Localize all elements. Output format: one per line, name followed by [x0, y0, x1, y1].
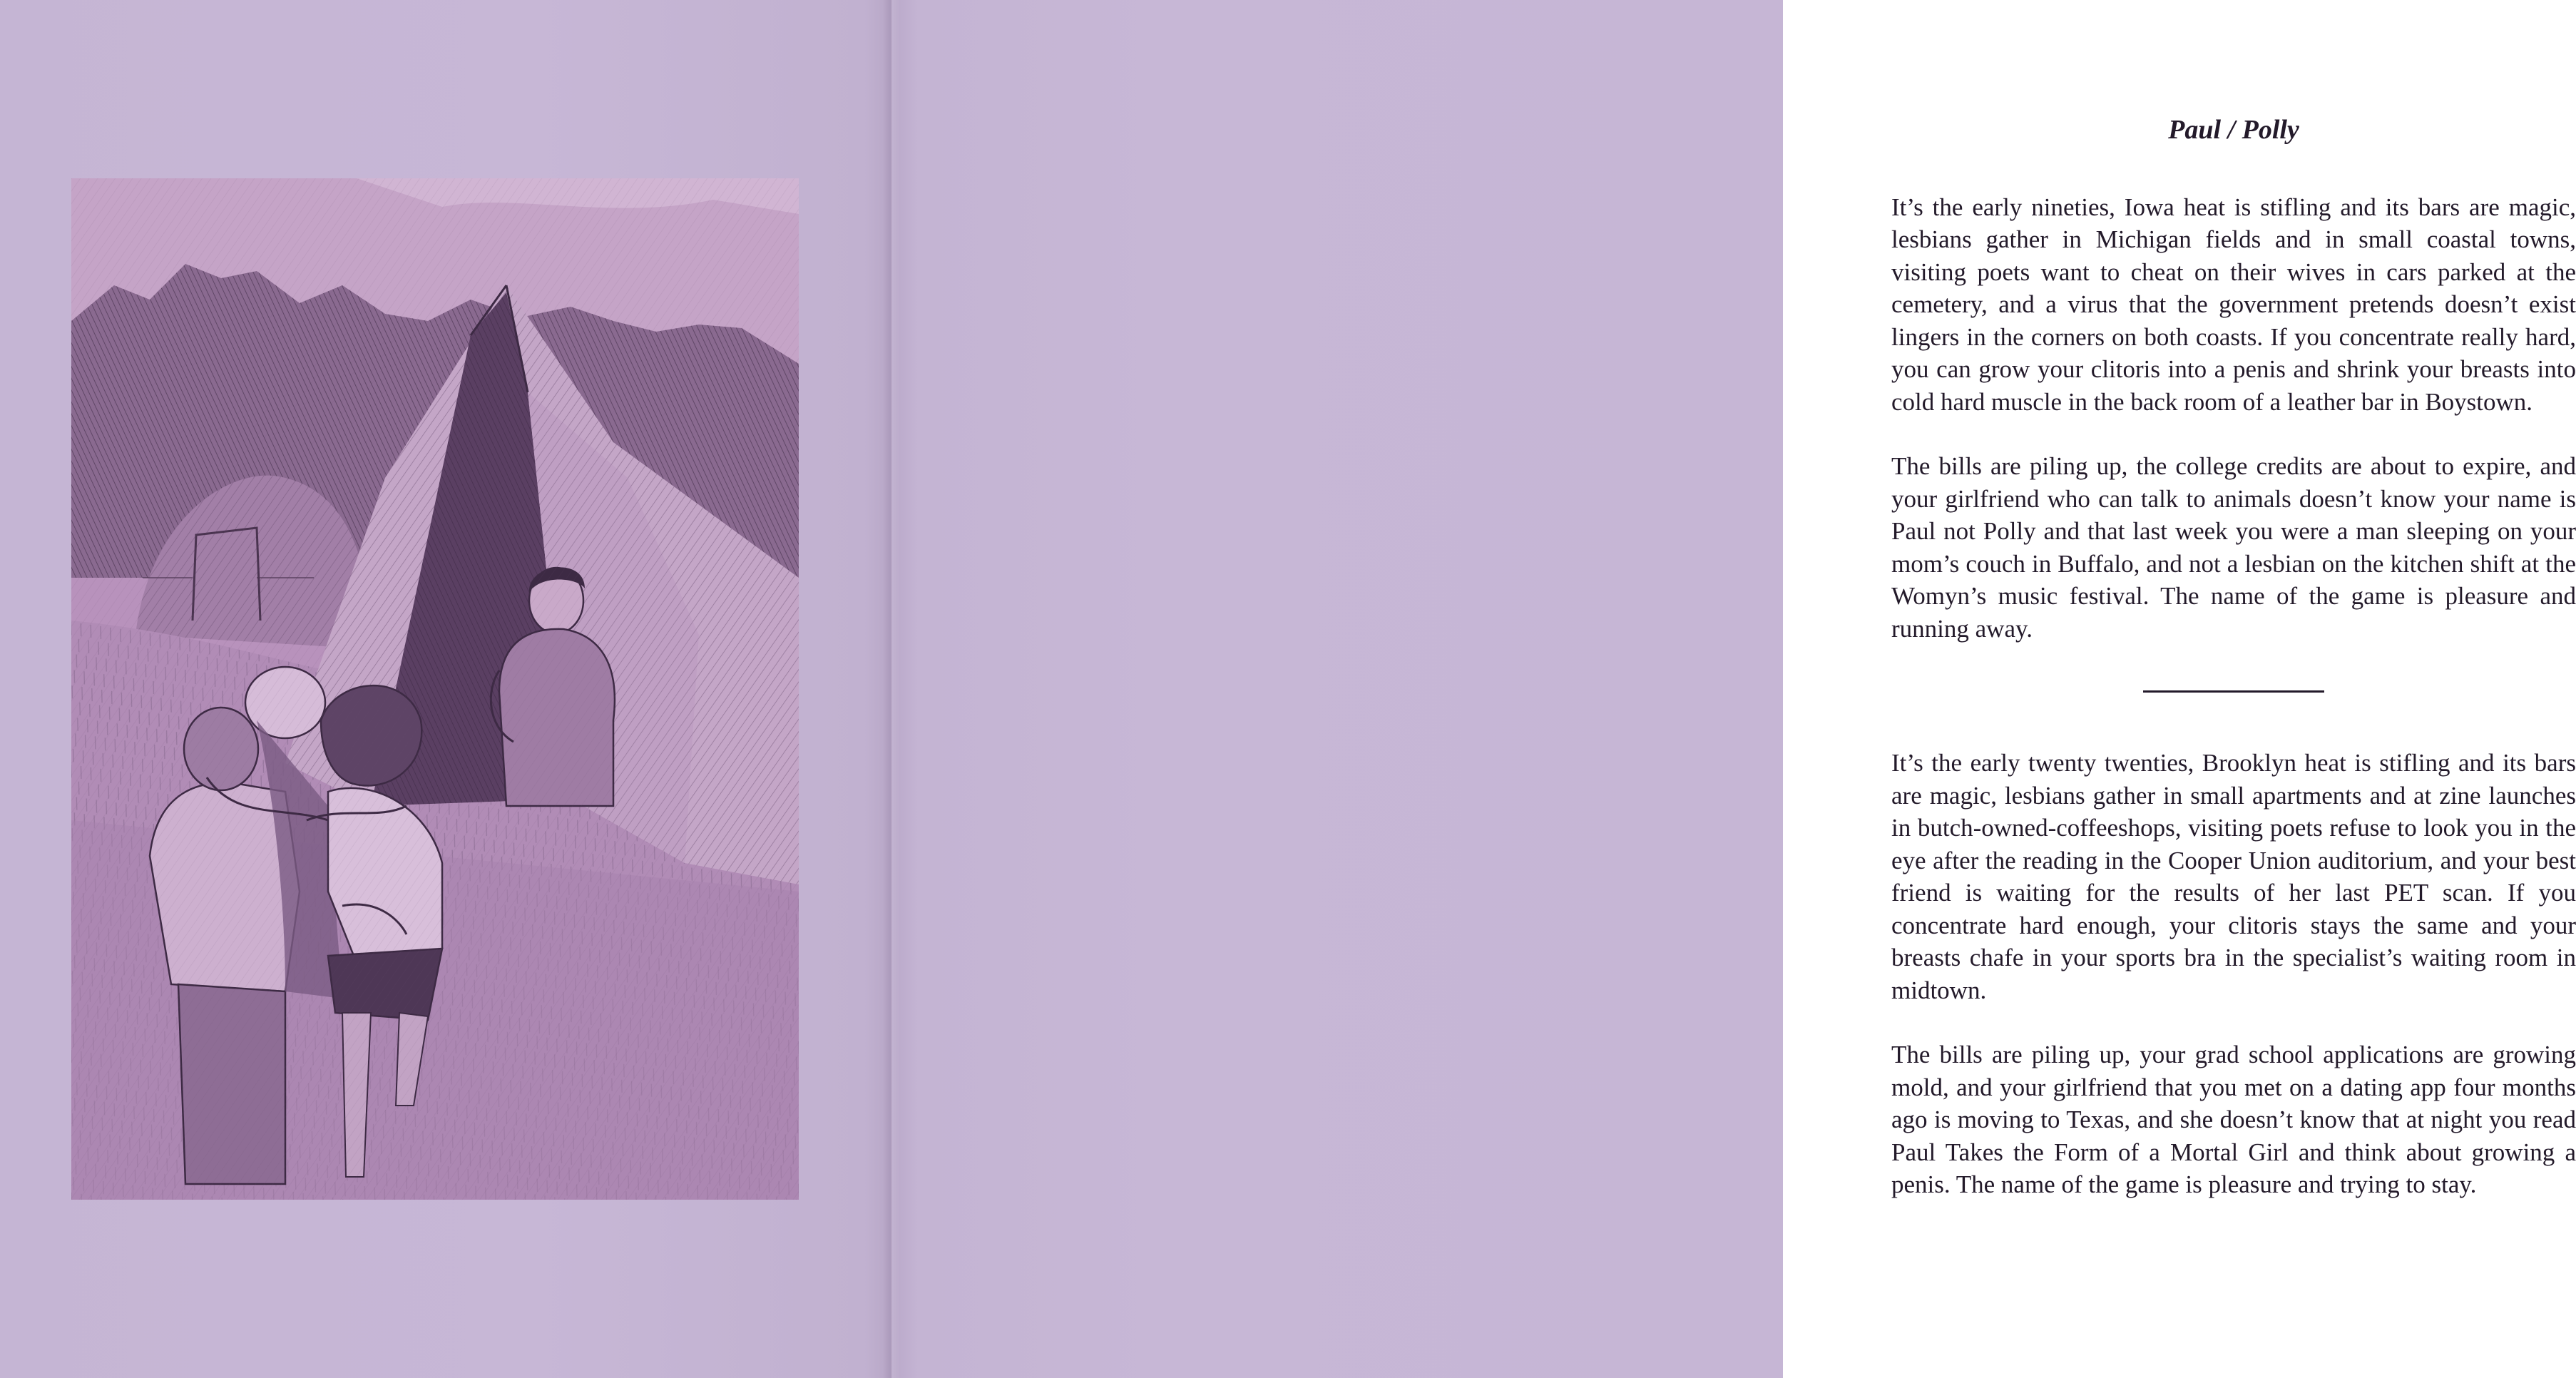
paragraph-twenties-2: The bills are piling up, your grad school applications are growing mold, and your girlfriend that you met on a dating app four months ago is moving to Texas, and she doesn’t know that at night you read Paul Takes the Form of a Mortal Girl and think about growing a penis. The name of the game is pleasure and trying to stay.	[1891, 1041, 2576, 1199]
left-page	[0, 0, 891, 1378]
story-title: Paul / Polly	[2168, 115, 2299, 145]
story-text-column	[1891, 114, 2576, 1201]
illustration-drawing	[71, 178, 799, 1200]
book-gutter	[883, 0, 900, 1378]
right-page	[891, 0, 2576, 1378]
paragraph-nineties-2: The bills are piling up, the college credits are about to expire, and your girlfriend who can talk to animals doesn’t know your name is Paul not Polly and that last week you were a man sleeping on your mom’s couch in Buffalo, and not a lesbian on the kitchen shift at the Womyn’s music festival. The name of the game is pleasure and running away.	[1891, 452, 2576, 643]
paragraph-nineties-1: It’s the early nineties, Iowa heat is stifling and its bars are magic, lesbians gather in Michigan fields and in small coastal towns, visiting poets want to cheat on their wives in cars parked at the cemetery, and a virus that the government pretends doesn’t exist lingers in the corners on both coasts. If you concentrate really hard, you can grow your clitoris into a penis and shrink your breasts into cold hard muscle in the back room of a leather bar in Boystown.	[1891, 193, 2576, 416]
paragraph-twenties-1: It’s the early twenty twenties, Brooklyn heat is stifling and its bars are magic, lesbians gather in small apartments and at zine launches in butch-owned-coffeeshops, visiting poets refuse to look you in the eye after the reading in the Cooper Union auditorium, and your best friend is waiting for the results of her last PET scan. If you concentrate hard enough, your clitoris stays the same and your breasts chafe in your sports bra in the specialist’s waiting room in midtown.	[1891, 749, 2576, 1004]
campsite-illustration	[71, 178, 799, 1200]
section-divider	[2143, 690, 2324, 693]
